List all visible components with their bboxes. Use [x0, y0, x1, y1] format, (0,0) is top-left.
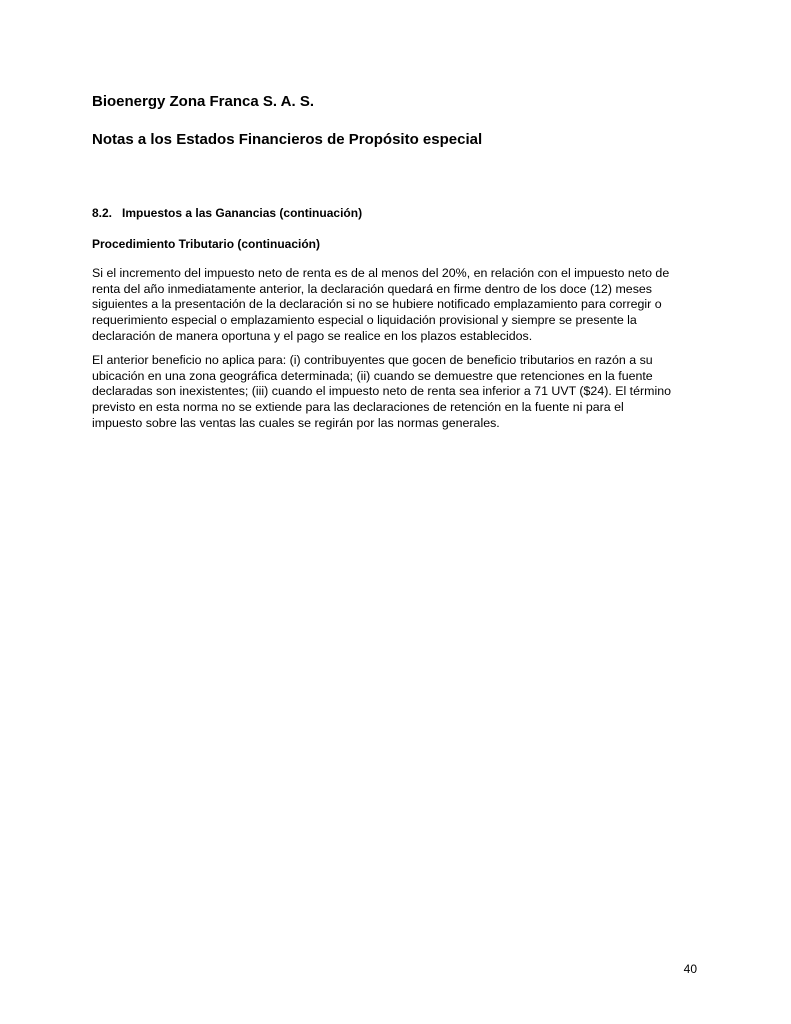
subsection-heading: Procedimiento Tributario (continuación) [92, 237, 321, 251]
paragraph-line: renta del año inmediatamente anterior, la declaración quedará en firme dentro de los doce (12) meses [92, 281, 652, 296]
paragraph-line: previsto en esta norma no se extiende para las declaraciones de retención en la fuente ni para el [92, 400, 624, 415]
company-name: Bioenergy Zona Franca S. A. S. [92, 93, 314, 110]
paragraph-line: Si el incremento del impuesto neto de renta es de al menos del 20%, en relación con el impuesto neto de [92, 266, 670, 280]
document-subtitle: Notas a los Estados Financieros de Propósito especial [92, 131, 483, 148]
paragraph-line: siguientes a la presentación de la declaración si no se hubiere notificado emplazamiento para corregir o [92, 297, 662, 312]
section-number: 8.2. [92, 206, 113, 220]
paragraph-line: ubicación en una zona geográfica determinada; (ii) cuando se demuestre que retenciones en la fuente [92, 368, 653, 383]
paragraph-1 [92, 266, 697, 345]
page-number: 40 [683, 962, 697, 976]
paragraph-line: El anterior beneficio no aplica para: (i) contribuyentes que gocen de beneficio tributarios en razón a su [92, 353, 653, 367]
paragraph-line: declaración de manera oportuna y el pago se realice en los plazos establecidos. [92, 328, 533, 343]
paragraph-line: impuesto sobre las ventas las cuales se regirán por las normas generales. [92, 415, 500, 430]
paragraph-line: requerimiento especial o emplazamiento especial o liquidación provisional y siempre se presente la [92, 313, 637, 328]
section-heading [92, 206, 362, 221]
paragraph-line: declaradas son inexistentes; (iii) cuando el impuesto neto de renta sea inferior a 71 UVT ($24). El término [92, 384, 671, 399]
section-title: Impuestos a las Ganancias (continuación) [122, 206, 363, 220]
paragraph-2 [92, 353, 697, 432]
